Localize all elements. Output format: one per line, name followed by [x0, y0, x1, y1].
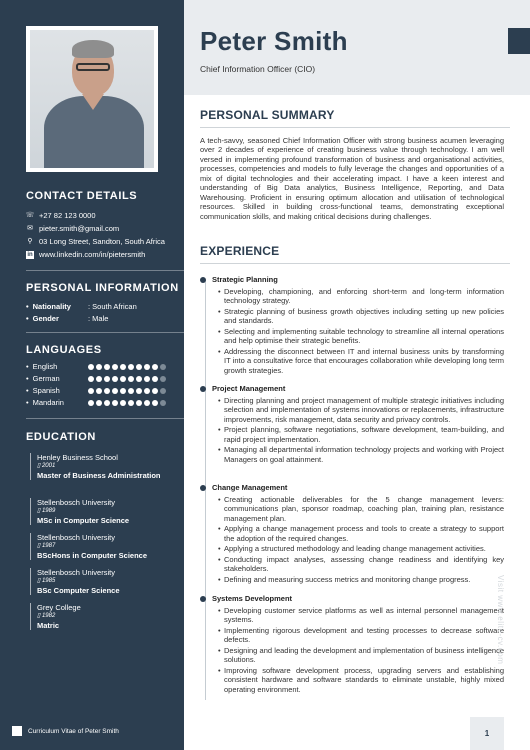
phone-text: +27 82 123 0000	[39, 211, 96, 220]
experience-duty: • Applying a change management process and tools to create a strategy to support the adoption of the required changes.	[218, 524, 504, 543]
education-year-row	[37, 613, 180, 621]
experience-duty: • Project planning, software negotiations, software development, team-building, and rapid project implementation.	[218, 425, 504, 444]
level-dot	[128, 388, 134, 394]
level-dot	[152, 388, 158, 394]
education-school: Henley Business School	[37, 453, 118, 462]
experience-duty-list	[218, 396, 504, 465]
language-name: • Spanish	[26, 386, 88, 395]
contact-linkedin[interactable]	[26, 250, 145, 259]
language-name: • German	[26, 374, 88, 383]
profile-photo	[30, 30, 154, 168]
level-dot	[88, 400, 94, 406]
sidebar-divider	[26, 332, 184, 333]
language-name: • English	[26, 362, 88, 371]
level-dot	[120, 388, 126, 394]
phone-icon: ☏	[25, 212, 35, 219]
level-dot	[152, 376, 158, 382]
page-number: 1	[470, 717, 504, 750]
experience-duty: • Improving software development process, upgrading servers and establishing consistent hardware and software standards to eliminate unstable, highly mixed operating environment.	[218, 666, 504, 694]
level-dot	[96, 364, 102, 370]
level-dot	[88, 388, 94, 394]
education-entry	[30, 453, 180, 480]
watermark-text: Visit www.elite-cv.com	[496, 575, 505, 665]
level-dot	[136, 376, 142, 382]
sidebar-divider	[26, 418, 184, 419]
experience-duty: • Addressing the disconnect between IT and internal business units by transforming IT into a consultative force that encourages collaboration while developing long term growth strategies.	[218, 347, 504, 375]
education-degree: BSc Computer Science	[37, 585, 120, 595]
level-dot	[160, 376, 166, 382]
education-year: 2001	[41, 462, 56, 469]
experience-section-label: Change Management	[212, 483, 288, 492]
timeline-bullet-icon	[200, 386, 206, 392]
level-dot	[136, 364, 142, 370]
level-dot	[112, 376, 118, 382]
experience-duty-list	[218, 495, 504, 585]
level-dot	[112, 388, 118, 394]
education-year: 1987	[41, 542, 56, 549]
contact-title: CONTACT DETAILS	[26, 190, 138, 202]
contact-phone	[26, 211, 96, 220]
experience-section-title	[200, 384, 285, 393]
email-text[interactable]: pieter.smith@gmail.com	[39, 224, 120, 233]
education-school: Stellenbosch University	[37, 533, 115, 542]
level-dot	[104, 364, 110, 370]
education-title: EDUCATION	[26, 431, 96, 443]
experience-duty: • Applying a structured methodology and leading change management activities.	[218, 544, 504, 553]
experience-duty: • Developing, championing, and enforcing short-term and long-term information technology strategy.	[218, 287, 504, 306]
location-pin-icon: ⚲	[27, 238, 33, 245]
level-dot	[120, 364, 126, 370]
education-degree: BScHons in Computer Science	[37, 550, 148, 560]
level-dot	[112, 364, 118, 370]
experience-section-label: Project Management	[212, 384, 286, 393]
experience-duty: • Developing customer service platforms as well as internal personnel management systems.	[218, 606, 504, 625]
education-degree: MSc in Computer Science	[37, 515, 130, 525]
timeline-bullet-icon	[200, 485, 206, 491]
linkedin-text[interactable]: www.linkedin.com/in/pietersmith	[39, 250, 146, 259]
level-dot	[128, 376, 134, 382]
education-school: Grey College	[37, 603, 81, 612]
level-dot	[120, 376, 126, 382]
level-dot	[96, 400, 102, 406]
level-dot	[136, 400, 142, 406]
education-year: 1989	[41, 507, 56, 514]
contact-address	[26, 237, 165, 246]
language-row	[26, 374, 166, 383]
education-degree: Matric	[37, 620, 60, 630]
personal-key: • Gender	[26, 314, 88, 323]
experience-duty: • Strategic planning of business growth objectives including setting up new policies and standards.	[218, 307, 504, 326]
level-dot	[144, 364, 150, 370]
level-dot	[136, 388, 142, 394]
level-dot	[120, 400, 126, 406]
experience-duty-list	[218, 287, 504, 376]
education-year: 1985	[41, 577, 56, 584]
level-dot	[128, 400, 134, 406]
calendar-icon: ▯	[37, 462, 42, 469]
level-dot	[144, 400, 150, 406]
calendar-icon: ▯	[37, 577, 42, 584]
education-entry	[30, 568, 180, 595]
education-year-row	[37, 543, 180, 551]
photo-glasses	[76, 63, 110, 71]
level-dot	[160, 364, 166, 370]
languages-title: LANGUAGES	[26, 344, 102, 356]
language-level-dots	[88, 388, 166, 394]
level-dot	[160, 400, 166, 406]
level-dot	[96, 376, 102, 382]
level-dot	[104, 388, 110, 394]
experience-section-title	[200, 483, 287, 492]
language-row	[26, 362, 166, 371]
level-dot	[104, 400, 110, 406]
level-dot	[112, 400, 118, 406]
summary-text: A tech-savvy, seasoned Chief Information Officer with strong business acumen leveraging over 2 decades of experience of creating business value through technology. I am well versed in implementing profound transformation of business and organisational activities, processes, competencies and models to fully leverage the changes and opportunities of a mix of digital technologies and their accelerating impact. I have a keen interest and understanding of Big Data analytics, Business Intelligence, Reporting, and Data Warehousing. Proficient in ensuring optimum allocation and utilisation of technological resources. Skilled in building cross-functional teams, demonstrating exceptional communication skills, and making critical decisions during challenges.	[200, 136, 504, 221]
education-year-row	[37, 578, 180, 586]
education-year: 1982	[41, 612, 56, 619]
level-dot	[88, 364, 94, 370]
education-entry	[30, 533, 180, 560]
experience-duty: • Conducting impact analyses, assessing change readiness and identifying key stakeholders.	[218, 555, 504, 574]
level-dot	[160, 388, 166, 394]
education-year-row	[37, 508, 180, 516]
calendar-icon: ▯	[37, 612, 42, 619]
footer-square-icon	[12, 726, 22, 736]
language-row	[26, 398, 166, 407]
education-year-row	[37, 463, 180, 471]
experience-duty: • Directing planning and project management of multiple strategic initiatives including selection and implementation of systems innovations or replacements, infrastructure improvements, risk management, data security and privacy controls.	[218, 396, 504, 424]
experience-section-title	[200, 275, 278, 284]
calendar-icon: ▯	[37, 542, 42, 549]
education-entry	[30, 498, 180, 525]
personal-row	[26, 302, 137, 311]
address-text: 03 Long Street, Sandton, South Africa	[39, 237, 165, 246]
level-dot	[152, 364, 158, 370]
experience-section-title	[200, 594, 292, 603]
candidate-role: Chief Information Officer (CIO)	[200, 64, 316, 74]
footer-text: Curriculum Vitae of Peter Smith	[28, 727, 119, 735]
sidebar-divider	[26, 270, 184, 271]
language-row	[26, 386, 166, 395]
level-dot	[96, 388, 102, 394]
personal-title: PERSONAL INFORMATION	[26, 282, 179, 294]
footer-label	[12, 726, 119, 736]
education-school: Stellenbosch University	[37, 498, 115, 507]
level-dot	[144, 388, 150, 394]
profile-photo-frame	[26, 26, 158, 172]
personal-value: : Male	[88, 314, 109, 323]
mail-icon: ✉	[27, 225, 33, 232]
experience-duty: • Designing and leading the development and implementation of business intelligence solutions.	[218, 646, 504, 665]
personal-key: • Nationality	[26, 302, 88, 311]
header-accent-tab	[508, 28, 530, 54]
experience-section-label: Strategic Planning	[212, 275, 278, 284]
contact-email[interactable]	[26, 224, 119, 233]
personal-value: : South African	[88, 302, 137, 311]
sidebar	[0, 0, 184, 750]
language-level-dots	[88, 400, 166, 406]
level-dot	[104, 376, 110, 382]
summary-rule	[200, 127, 510, 128]
experience-duty: • Selecting and implementing suitable technology to streamline all internal operations and help optimise their strategic benefits.	[218, 327, 504, 346]
experience-section-label: Systems Development	[212, 594, 293, 603]
calendar-icon: ▯	[37, 507, 42, 514]
level-dot	[88, 376, 94, 382]
experience-duty: • Managing all departmental information technology projects and working with Project Managers on goal attainment.	[218, 445, 504, 464]
language-name: • Mandarin	[26, 398, 88, 407]
experience-duty-list	[218, 606, 504, 695]
summary-title: PERSONAL SUMMARY	[200, 108, 335, 122]
experience-title: EXPERIENCE	[200, 244, 280, 258]
experience-duty: • Defining and measuring success metrics and monitoring change progress.	[218, 575, 504, 584]
timeline-bullet-icon	[200, 596, 206, 602]
level-dot	[128, 364, 134, 370]
language-level-dots	[88, 376, 166, 382]
experience-rule	[200, 263, 510, 264]
language-level-dots	[88, 364, 166, 370]
education-entry	[30, 603, 180, 630]
experience-duty: • Creating actionable deliverables for the 5 change management levers: communications plan, sponsor roadmap, coaching plan, training plan, resistance management plan.	[218, 495, 504, 523]
timeline-bullet-icon	[200, 277, 206, 283]
linkedin-icon: in	[27, 251, 33, 258]
level-dot	[144, 376, 150, 382]
personal-row	[26, 314, 108, 323]
experience-duty: • Implementing rigorous development and testing processes to decrease software defects.	[218, 626, 504, 645]
candidate-name: Peter Smith	[200, 26, 348, 56]
education-school: Stellenbosch University	[37, 568, 115, 577]
photo-hair	[72, 40, 114, 58]
education-degree: Master of Business Administration	[37, 470, 161, 480]
level-dot	[152, 400, 158, 406]
